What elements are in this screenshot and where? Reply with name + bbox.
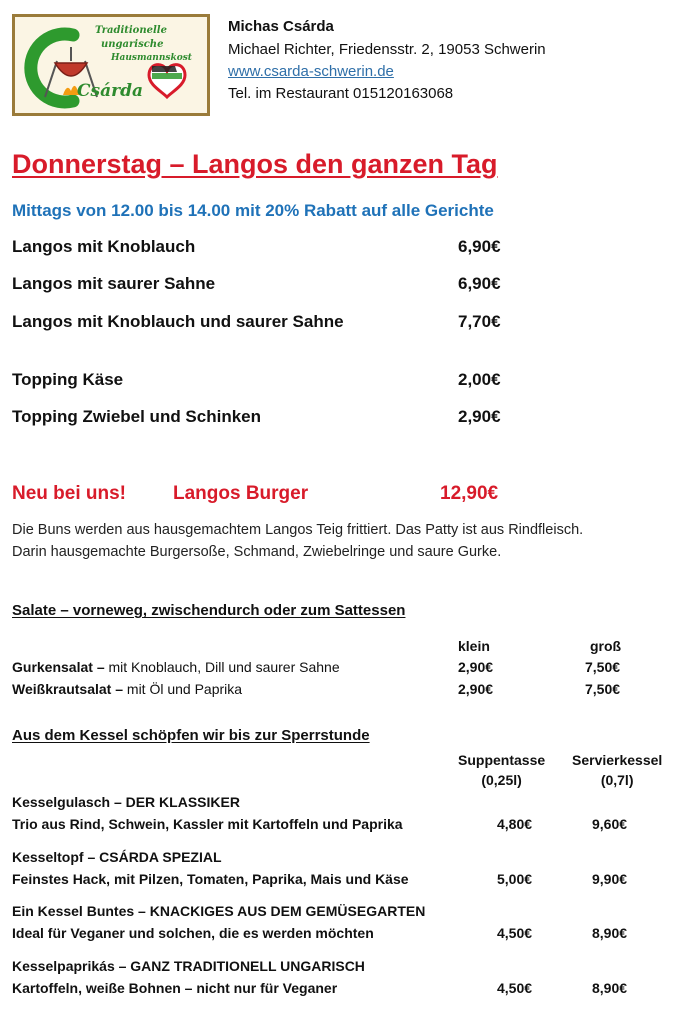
menu-item-price: 6,90€ — [458, 237, 501, 256]
new-label: Neu bei uns! — [12, 483, 127, 504]
kessel-price-small: 4,50€ — [497, 925, 533, 941]
burger-description-line1: Die Buns werden aus hausgemachtem Langos Teig frittiert. Das Patty ist aus Rindfleisch. — [12, 522, 584, 538]
kessel-item-title: Kesseltopf – CSÁRDA SPEZIAL — [12, 849, 222, 865]
col-header-large: groß — [590, 638, 622, 654]
logo-line2: ungarische — [101, 39, 164, 50]
restaurant-logo — [12, 14, 210, 116]
menu-item-name: Langos mit saurer Sahne — [12, 274, 216, 293]
col-header-suppentasse — [458, 750, 545, 790]
menu-item-name: Langos mit Knoblauch und saurer Sahne — [12, 312, 344, 331]
kessel-price-small: 5,00€ — [497, 871, 533, 887]
burger-description-line2: Darin hausgemachte Burgersoße, Schmand, Zwiebelringe und saure Gurke. — [12, 544, 502, 560]
kessel-price-large: 8,90€ — [592, 925, 628, 941]
salad-name: Gurkensalat – — [12, 659, 105, 675]
col-header-servierkessel-label: Servierkessel — [572, 752, 663, 768]
discount-subtitle: Mittags von 12.00 bis 14.00 mit 20% Rabatt auf alle Gerichte — [12, 201, 494, 220]
salad-desc: mit Öl und Paprika — [123, 681, 243, 697]
topping-name: Topping Zwiebel und Schinken — [12, 407, 262, 426]
kessel-price-large: 8,90€ — [592, 980, 628, 996]
col-header-small: klein — [458, 638, 490, 654]
logo-line1: Traditionelle — [95, 25, 167, 36]
salad-price-small: 2,90€ — [458, 681, 494, 697]
col-header-suppentasse-label: Suppentasse — [458, 752, 546, 768]
kessel-section-heading: Aus dem Kessel schöpfen wir bis zur Sperrstunde — [12, 727, 370, 744]
menu-item-name: Langos mit Knoblauch — [12, 237, 196, 256]
website-link[interactable]: www.csarda-schwerin.de — [228, 63, 394, 80]
kessel-item-title: Ein Kessel Buntes – KNACKIGES AUS DEM GEMÜSEGARTEN — [12, 903, 426, 919]
kessel-price-small: 4,50€ — [497, 980, 533, 996]
topping-price: 2,90€ — [458, 407, 501, 426]
phone-number: Tel. im Restaurant 015120163068 — [228, 85, 454, 102]
col-header-servierkessel — [572, 750, 662, 790]
col-header-servierkessel-size: (0,7l) — [600, 772, 634, 788]
kessel-item-desc: Feinstes Hack, mit Pilzen, Tomaten, Paprika, Mais und Käse — [12, 871, 409, 887]
salad-section-heading: Salate – vorneweg, zwischendurch oder zum Sattessen — [12, 602, 406, 619]
kessel-price-large: 9,60€ — [592, 816, 628, 832]
salad-price-large: 7,50€ — [585, 681, 621, 697]
kessel-price-large: 9,90€ — [592, 871, 628, 887]
salad-price-large: 7,50€ — [585, 659, 621, 675]
kessel-item-title: Kesselgulasch – DER KLASSIKER — [12, 794, 240, 810]
menu-item-price: 6,90€ — [458, 274, 501, 293]
kessel-item-desc: Kartoffeln, weiße Bohnen – nicht nur für Veganer — [12, 980, 338, 996]
salad-row — [12, 681, 242, 697]
restaurant-name: Michas Csárda — [228, 18, 334, 35]
topping-price: 2,00€ — [458, 370, 501, 389]
topping-name: Topping Käse — [12, 370, 124, 389]
burger-name: Langos Burger — [173, 483, 309, 504]
kessel-item-title: Kesselpaprikás – GANZ TRADITIONELL UNGARISCH — [12, 958, 365, 974]
logo-line3: Hausmannskost — [111, 53, 192, 63]
salad-desc: mit Knoblauch, Dill und saurer Sahne — [104, 659, 340, 675]
kessel-item-desc: Trio aus Rind, Schwein, Kassler mit Kartoffeln und Paprika — [12, 816, 403, 832]
kessel-item-desc: Ideal für Veganer und solchen, die es werden möchten — [12, 925, 374, 941]
salad-row — [12, 659, 340, 675]
salad-name: Weißkrautsalat – — [12, 681, 124, 697]
page-title: Donnerstag – Langos den ganzen Tag — [12, 149, 498, 179]
logo-brand: Csárda — [77, 81, 143, 101]
menu-item-price: 7,70€ — [458, 312, 501, 331]
salad-price-small: 2,90€ — [458, 659, 494, 675]
burger-price: 12,90€ — [440, 483, 499, 504]
kessel-price-small: 4,80€ — [497, 816, 533, 832]
restaurant-address: Michael Richter, Friedensstr. 2, 19053 Schwerin — [228, 41, 546, 58]
col-header-suppentasse-size: (0,25l) — [481, 772, 522, 788]
